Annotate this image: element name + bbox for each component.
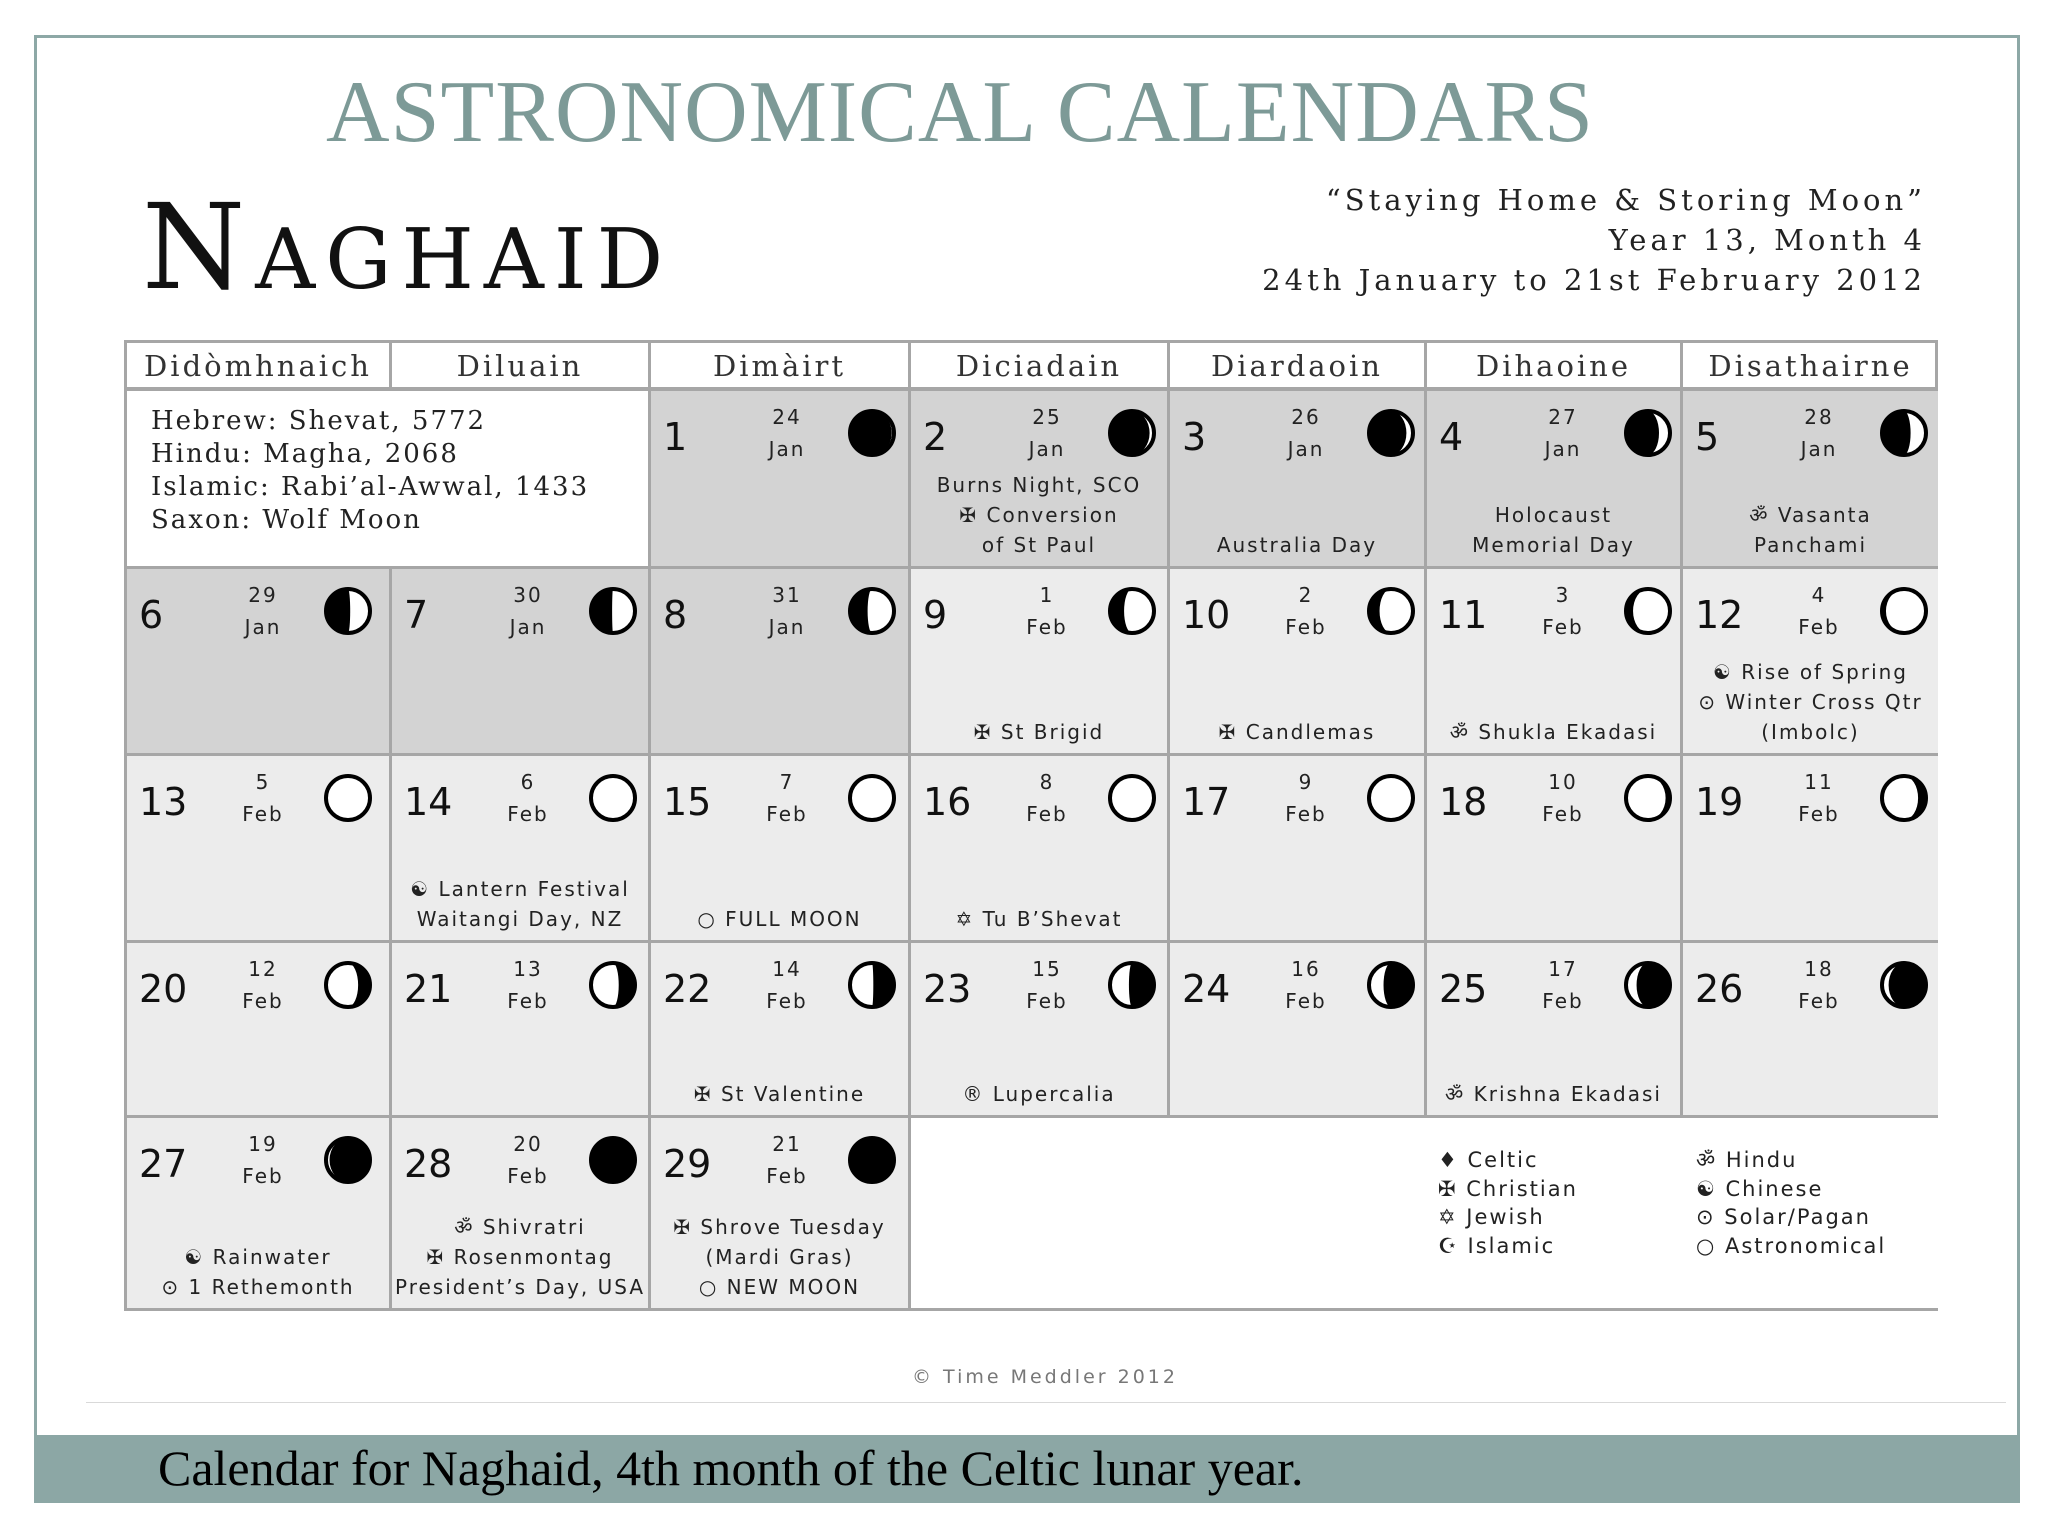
hebrew-month: Hebrew: Shevat, 5772 bbox=[151, 406, 487, 436]
gregorian-date bbox=[1272, 401, 1340, 465]
day-cell bbox=[1170, 756, 1427, 943]
gregorian-day: 30 bbox=[513, 583, 543, 607]
day-number: 14 bbox=[404, 780, 453, 824]
weekday-header: Dihaoine bbox=[1427, 343, 1683, 391]
day-cell bbox=[1683, 569, 1938, 756]
day-cell bbox=[911, 569, 1170, 756]
gregorian-month: Feb bbox=[1285, 989, 1327, 1013]
gregorian-date bbox=[753, 766, 821, 830]
gregorian-day: 8 bbox=[1039, 770, 1055, 794]
gregorian-date bbox=[1529, 579, 1597, 643]
gregorian-date bbox=[1785, 766, 1853, 830]
gregorian-day: 7 bbox=[779, 770, 795, 794]
gregorian-month: Jan bbox=[1544, 437, 1582, 461]
observance: ✠ Candlemas bbox=[1218, 720, 1376, 744]
gregorian-month: Feb bbox=[1542, 989, 1584, 1013]
observance: ✠ St Brigid bbox=[973, 720, 1105, 744]
day-number: 5 bbox=[1695, 415, 1720, 459]
day-number: 11 bbox=[1439, 593, 1488, 637]
observance: (Mardi Gras) bbox=[705, 1245, 854, 1269]
moon-phase-icon bbox=[1878, 407, 1930, 459]
moon-phase-icon bbox=[1106, 585, 1158, 637]
gregorian-date bbox=[753, 1128, 821, 1192]
day-notes bbox=[392, 874, 648, 934]
moon-phase-icon bbox=[1365, 407, 1417, 459]
gregorian-date bbox=[1272, 953, 1340, 1017]
legend-column-right bbox=[1696, 1146, 1886, 1260]
observance: ✠ Shrove Tuesday bbox=[673, 1215, 886, 1239]
moon-phase-icon bbox=[587, 959, 639, 1011]
gregorian-month: Feb bbox=[1798, 989, 1840, 1013]
gregorian-date bbox=[229, 579, 297, 643]
day-number: 15 bbox=[663, 780, 712, 824]
moon-phase-icon bbox=[322, 959, 374, 1011]
observance: ✡ Tu B’Shevat bbox=[955, 907, 1123, 931]
gregorian-date bbox=[753, 401, 821, 465]
day-cell bbox=[127, 1118, 392, 1308]
gregorian-day: 9 bbox=[1298, 770, 1314, 794]
moon-disc bbox=[850, 776, 894, 820]
day-cell bbox=[651, 391, 911, 569]
copyright: © Time Meddler 2012 bbox=[912, 1366, 1178, 1388]
day-cell bbox=[1170, 569, 1427, 756]
observance: (Imbolc) bbox=[1761, 720, 1860, 744]
islamic-month: Islamic: Rabi’al-Awwal, 1433 bbox=[151, 472, 590, 502]
gregorian-day: 20 bbox=[513, 1132, 543, 1156]
day-number: 6 bbox=[139, 593, 164, 637]
weekday-header: Didòmhnaich bbox=[127, 343, 392, 391]
day-cell bbox=[392, 569, 651, 756]
gregorian-month: Jan bbox=[768, 437, 806, 461]
day-number: 13 bbox=[139, 780, 188, 824]
day-number: 7 bbox=[404, 593, 429, 637]
gregorian-month: Feb bbox=[507, 989, 549, 1013]
observance: President’s Day, USA bbox=[394, 1275, 646, 1299]
observance: ○ FULL MOON bbox=[697, 907, 862, 931]
moon-phase-icon bbox=[1878, 959, 1930, 1011]
moon-phase-icon bbox=[587, 585, 639, 637]
gregorian-day: 10 bbox=[1548, 770, 1578, 794]
observance: ○ NEW MOON bbox=[698, 1275, 861, 1299]
gregorian-date bbox=[1272, 766, 1340, 830]
gregorian-day: 15 bbox=[1032, 957, 1062, 981]
day-number: 27 bbox=[139, 1142, 188, 1186]
day-cell bbox=[651, 756, 911, 943]
observance: ॐ Vasanta bbox=[1749, 503, 1872, 527]
gregorian-month: Feb bbox=[766, 802, 808, 826]
slide-caption: Calendar for Naghaid, 4th month of the Celtic lunar year. bbox=[158, 1440, 1304, 1496]
day-notes bbox=[1170, 530, 1424, 560]
gregorian-month: Feb bbox=[507, 802, 549, 826]
day-cell bbox=[651, 569, 911, 756]
day-notes bbox=[911, 717, 1167, 747]
gregorian-day: 6 bbox=[520, 770, 536, 794]
gregorian-date bbox=[1785, 401, 1853, 465]
gregorian-month: Jan bbox=[244, 615, 282, 639]
day-number: 25 bbox=[1439, 967, 1488, 1011]
gregorian-month: Jan bbox=[1287, 437, 1325, 461]
moon-phase-icon bbox=[1106, 959, 1158, 1011]
moon-phase-icon bbox=[1106, 407, 1158, 459]
day-number: 21 bbox=[404, 967, 453, 1011]
observance: of St Paul bbox=[981, 533, 1097, 557]
gregorian-month: Jan bbox=[509, 615, 547, 639]
gregorian-day: 24 bbox=[772, 405, 802, 429]
legend-astronomical: ○ Astronomical bbox=[1696, 1233, 1887, 1258]
moon-phase-icon bbox=[846, 772, 898, 824]
observance: ✠ Rosenmontag bbox=[426, 1245, 614, 1269]
day-number: 2 bbox=[923, 415, 948, 459]
moon-disc bbox=[1110, 776, 1154, 820]
gregorian-month: Feb bbox=[242, 989, 284, 1013]
day-notes bbox=[1683, 657, 1938, 747]
day-number: 10 bbox=[1182, 593, 1231, 637]
day-notes bbox=[911, 1079, 1167, 1109]
day-cell bbox=[1170, 943, 1427, 1118]
gregorian-month: Feb bbox=[1026, 989, 1068, 1013]
day-notes bbox=[127, 1242, 389, 1302]
day-cell bbox=[127, 756, 392, 943]
observance: Australia Day bbox=[1216, 533, 1378, 557]
gregorian-day: 2 bbox=[1298, 583, 1314, 607]
day-number: 20 bbox=[139, 967, 188, 1011]
gregorian-date bbox=[1272, 579, 1340, 643]
weekday-header: Dimàirt bbox=[651, 343, 911, 391]
day-number: 17 bbox=[1182, 780, 1231, 824]
saxon-moon: Saxon: Wolf Moon bbox=[151, 505, 422, 535]
gregorian-day: 11 bbox=[1804, 770, 1834, 794]
observance: ✠ Conversion bbox=[959, 503, 1119, 527]
day-number: 16 bbox=[923, 780, 972, 824]
gregorian-day: 27 bbox=[1548, 405, 1578, 429]
day-notes bbox=[1170, 717, 1424, 747]
moon-shadow bbox=[850, 1138, 894, 1182]
gregorian-month: Feb bbox=[1285, 615, 1327, 639]
day-cell bbox=[1683, 391, 1938, 569]
gregorian-day: 31 bbox=[772, 583, 802, 607]
day-cell bbox=[911, 756, 1170, 943]
observance: ॐ Shukla Ekadasi bbox=[1449, 720, 1658, 744]
gregorian-date bbox=[1529, 401, 1597, 465]
gregorian-day: 18 bbox=[1804, 957, 1834, 981]
day-notes bbox=[911, 904, 1167, 934]
day-notes bbox=[911, 470, 1167, 560]
gregorian-date bbox=[494, 766, 562, 830]
observance: Panchami bbox=[1753, 533, 1868, 557]
day-number: 26 bbox=[1695, 967, 1744, 1011]
gregorian-month: Jan bbox=[1028, 437, 1066, 461]
moon-phase-icon bbox=[322, 585, 374, 637]
moon-phase-icon bbox=[846, 1134, 898, 1186]
day-cell bbox=[1427, 756, 1683, 943]
gregorian-month: Feb bbox=[766, 1164, 808, 1188]
gregorian-date bbox=[753, 579, 821, 643]
day-number: 12 bbox=[1695, 593, 1744, 637]
moon-disc bbox=[591, 776, 635, 820]
gregorian-day: 25 bbox=[1032, 405, 1062, 429]
weekday-header: Disathairne bbox=[1683, 343, 1938, 391]
moon-phase-icon bbox=[322, 1134, 374, 1186]
day-number: 1 bbox=[663, 415, 688, 459]
gregorian-date bbox=[1013, 401, 1081, 465]
gregorian-month: Jan bbox=[768, 615, 806, 639]
observance: ☯ Rainwater bbox=[184, 1245, 332, 1269]
day-cell bbox=[651, 943, 911, 1118]
day-notes bbox=[651, 1212, 908, 1302]
gregorian-date bbox=[494, 579, 562, 643]
observance: ⊙ Winter Cross Qtr bbox=[1698, 690, 1923, 714]
gregorian-day: 28 bbox=[1804, 405, 1834, 429]
gregorian-date bbox=[1529, 766, 1597, 830]
day-cell bbox=[651, 1118, 911, 1308]
day-number: 23 bbox=[923, 967, 972, 1011]
moon-phase-icon bbox=[846, 407, 898, 459]
gregorian-date bbox=[1785, 579, 1853, 643]
weekday-header: Diluain bbox=[392, 343, 651, 391]
moon-phase-icon bbox=[1365, 772, 1417, 824]
day-cell bbox=[392, 1118, 651, 1308]
gregorian-date bbox=[1785, 953, 1853, 1017]
observance: ॐ Shivratri bbox=[454, 1215, 586, 1239]
legend-celtic: ♦ Celtic bbox=[1438, 1148, 1539, 1172]
day-cell bbox=[911, 943, 1170, 1118]
legend-column-left bbox=[1438, 1146, 1578, 1260]
legend-jewish: ✡ Jewish bbox=[1438, 1205, 1545, 1229]
gregorian-date bbox=[1013, 953, 1081, 1017]
slide-title: ASTRONOMICAL CALENDARS bbox=[326, 64, 1594, 161]
day-cell bbox=[1427, 569, 1683, 756]
observance: Waitangi Day, NZ bbox=[416, 907, 624, 931]
moon-phase-icon bbox=[322, 772, 374, 824]
moon-phase-icon bbox=[846, 585, 898, 637]
day-cell bbox=[1427, 391, 1683, 569]
moon-shadow bbox=[591, 589, 613, 633]
day-number: 8 bbox=[663, 593, 688, 637]
correspondences-list bbox=[151, 405, 589, 537]
gregorian-month: Feb bbox=[242, 1164, 284, 1188]
gregorian-day: 4 bbox=[1811, 583, 1827, 607]
gregorian-month: Feb bbox=[1542, 615, 1584, 639]
observance: Holocaust bbox=[1494, 503, 1613, 527]
legend-christian: ✠ Christian bbox=[1438, 1176, 1578, 1201]
gregorian-date bbox=[229, 1128, 297, 1192]
gregorian-day: 13 bbox=[513, 957, 543, 981]
moon-phase-icon bbox=[846, 959, 898, 1011]
gregorian-day: 5 bbox=[255, 770, 271, 794]
day-cell bbox=[1427, 943, 1683, 1118]
day-notes bbox=[1427, 500, 1680, 560]
gregorian-day: 29 bbox=[248, 583, 278, 607]
gregorian-date bbox=[229, 766, 297, 830]
gregorian-month: Feb bbox=[242, 802, 284, 826]
legend-hindu: ॐ Hindu bbox=[1696, 1148, 1798, 1172]
gregorian-day: 19 bbox=[248, 1132, 278, 1156]
day-number: 22 bbox=[663, 967, 712, 1011]
moon-phase-icon bbox=[1878, 772, 1930, 824]
weekday-header: Diciadain bbox=[911, 343, 1170, 391]
day-number: 9 bbox=[923, 593, 948, 637]
calendar-correspondences bbox=[127, 391, 651, 569]
gregorian-month: Feb bbox=[766, 989, 808, 1013]
gregorian-date bbox=[1529, 953, 1597, 1017]
gregorian-date bbox=[229, 953, 297, 1017]
legend-islamic: ☪ Islamic bbox=[1438, 1233, 1556, 1258]
gregorian-day: 26 bbox=[1291, 405, 1321, 429]
gregorian-date bbox=[1013, 579, 1081, 643]
day-notes bbox=[1427, 717, 1680, 747]
gregorian-month: Feb bbox=[1798, 615, 1840, 639]
observance: Burns Night, SCO bbox=[936, 473, 1142, 497]
observance: ☯ Rise of Spring bbox=[1713, 660, 1908, 684]
gregorian-month: Feb bbox=[1026, 615, 1068, 639]
weekday-header: Diardaoin bbox=[1170, 343, 1427, 391]
gregorian-date bbox=[494, 953, 562, 1017]
gregorian-month: Feb bbox=[1798, 802, 1840, 826]
gregorian-date bbox=[1013, 766, 1081, 830]
observance: ✠ St Valentine bbox=[693, 1082, 866, 1106]
day-notes bbox=[651, 904, 908, 934]
legend-chinese: ☯ Chinese bbox=[1696, 1176, 1824, 1201]
day-cell bbox=[392, 943, 651, 1118]
observance: Memorial Day bbox=[1472, 533, 1635, 557]
moon-phase-icon bbox=[1365, 959, 1417, 1011]
symbol-legend bbox=[911, 1118, 1938, 1308]
gregorian-day: 14 bbox=[772, 957, 802, 981]
gregorian-month: Feb bbox=[507, 1164, 549, 1188]
gregorian-day: 21 bbox=[772, 1132, 802, 1156]
gregorian-day: 17 bbox=[1548, 957, 1578, 981]
day-cell bbox=[911, 391, 1170, 569]
moon-phase-icon bbox=[1622, 585, 1674, 637]
day-cell bbox=[1683, 943, 1938, 1118]
subtitle-year-month: Year 13, Month 4 bbox=[1608, 223, 1926, 257]
gregorian-day: 16 bbox=[1291, 957, 1321, 981]
gregorian-day: 12 bbox=[248, 957, 278, 981]
gregorian-day: 3 bbox=[1555, 583, 1571, 607]
legend-solar-pagan: ⊙ Solar/Pagan bbox=[1696, 1205, 1871, 1229]
day-cell bbox=[127, 943, 392, 1118]
subtitle-date-range: 24th January to 21st February 2012 bbox=[1262, 263, 1926, 297]
moon-shadow bbox=[592, 1138, 635, 1182]
gregorian-date bbox=[494, 1128, 562, 1192]
moon-phase-icon bbox=[1878, 585, 1930, 637]
day-notes bbox=[651, 1079, 908, 1109]
day-notes bbox=[392, 1212, 648, 1302]
gregorian-month: Feb bbox=[1026, 802, 1068, 826]
moon-shadow bbox=[872, 963, 894, 1007]
day-number: 4 bbox=[1439, 415, 1464, 459]
moon-phase-icon bbox=[587, 1134, 639, 1186]
moon-phase-icon bbox=[1622, 772, 1674, 824]
moon-phase-icon bbox=[1622, 959, 1674, 1011]
divider bbox=[86, 1402, 2006, 1403]
moon-phase-icon bbox=[1106, 772, 1158, 824]
gregorian-date bbox=[753, 953, 821, 1017]
gregorian-day: 1 bbox=[1039, 583, 1055, 607]
day-notes bbox=[1427, 1079, 1680, 1109]
observance: ☯ Lantern Festival bbox=[410, 877, 630, 901]
observance: ॐ Krishna Ekadasi bbox=[1445, 1082, 1662, 1106]
day-cell bbox=[1683, 756, 1938, 943]
gregorian-month: Feb bbox=[1542, 802, 1584, 826]
subtitle-moon-name: “Staying Home & Storing Moon” bbox=[1325, 183, 1926, 217]
day-number: 29 bbox=[663, 1142, 712, 1186]
day-cell bbox=[392, 756, 651, 943]
day-number: 19 bbox=[1695, 780, 1744, 824]
day-number: 18 bbox=[1439, 780, 1488, 824]
day-notes bbox=[1683, 500, 1938, 560]
calendar-grid bbox=[124, 340, 1938, 1311]
day-number: 28 bbox=[404, 1142, 453, 1186]
moon-phase-icon bbox=[1365, 585, 1417, 637]
moon-phase-icon bbox=[1622, 407, 1674, 459]
gregorian-month: Feb bbox=[1285, 802, 1327, 826]
day-number: 3 bbox=[1182, 415, 1207, 459]
day-cell bbox=[1170, 391, 1427, 569]
calendar-subtitle bbox=[1026, 180, 1926, 300]
moon-phase-icon bbox=[587, 772, 639, 824]
month-name: Naghaid bbox=[142, 178, 674, 316]
observance: ® Lupercalia bbox=[962, 1082, 1116, 1106]
day-number: 24 bbox=[1182, 967, 1231, 1011]
hindu-month: Hindu: Magha, 2068 bbox=[151, 439, 459, 469]
day-cell bbox=[127, 569, 392, 756]
observance: ⊙ 1 Rethemonth bbox=[161, 1275, 355, 1299]
gregorian-month: Jan bbox=[1800, 437, 1838, 461]
